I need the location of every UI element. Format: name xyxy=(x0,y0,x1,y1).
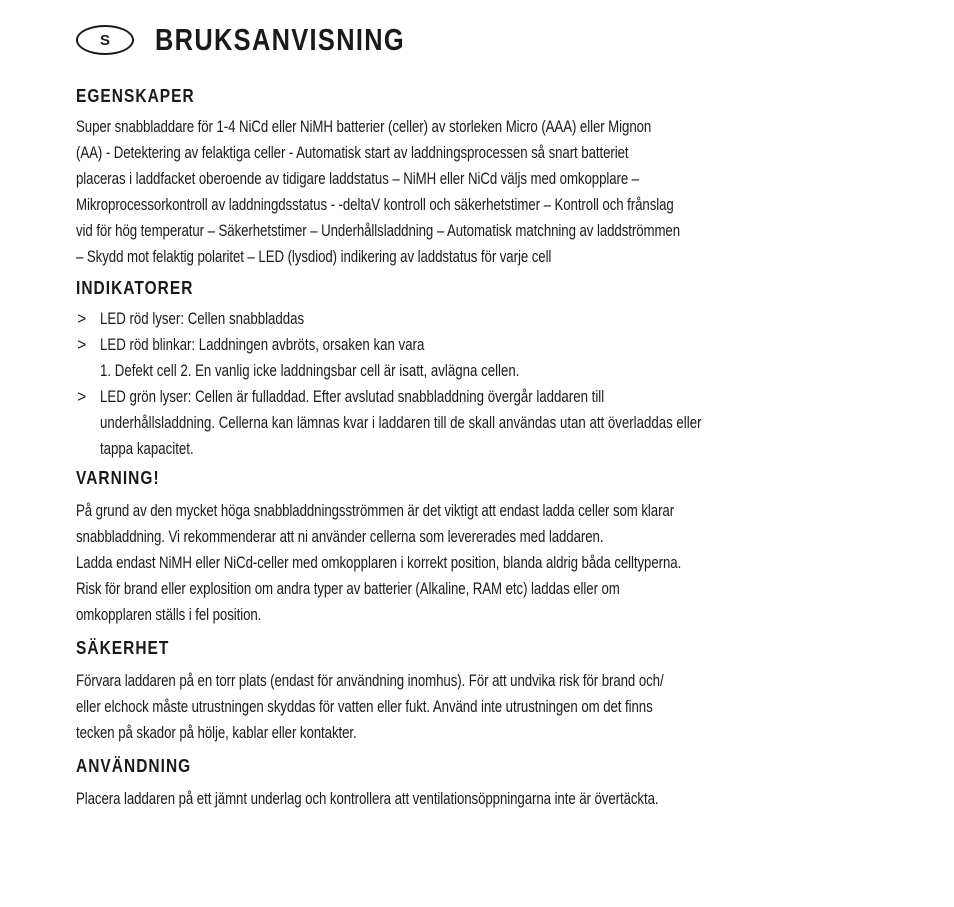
paragraph-egenskaper xyxy=(76,114,883,270)
text-line: LED grön lyser: Cellen är fulladdad. Efter avslutad snabbladdning övergår laddaren till xyxy=(100,387,605,406)
heading-varning: VARNING! xyxy=(76,468,160,488)
text-line: snabbladdning. Vi rekommenderar att ni använder cellerna som levererades med laddaren. xyxy=(76,527,604,546)
language-badge: S xyxy=(76,25,134,55)
paragraph-varning xyxy=(76,498,883,628)
text-line: tappa kapacitet. xyxy=(100,439,194,458)
bullet-marker: > xyxy=(77,309,87,328)
page-title: BRUKSANVISNING xyxy=(155,22,405,57)
heading-indikatorer: INDIKATORER xyxy=(76,278,194,298)
manual-page xyxy=(76,18,886,812)
text-line: eller elchock måste utrustningen skyddas för vatten eller fukt. Använd inte utrustningen om det finns xyxy=(76,697,653,716)
text-line: Ladda endast NiMH eller NiCd-celler med omkopplaren i korrekt position, blanda aldrig båda celltyperna. xyxy=(76,553,682,572)
text-line: 1. Defekt cell 2. En vanlig icke laddningsbar cell är isatt, avlägna cellen. xyxy=(100,361,520,380)
list-item xyxy=(76,306,886,332)
text-line: Placera laddaren på ett jämnt underlag och kontrollera att ventilationsöppningarna inte är övertäckta. xyxy=(76,789,659,808)
bullet-marker: > xyxy=(77,387,87,406)
indicator-list xyxy=(76,306,886,462)
text-line: tecken på skador på hölje, kablar eller kontakter. xyxy=(76,723,357,742)
paragraph-sakerhet xyxy=(76,668,883,746)
text-line: omkopplaren ställs i fel position. xyxy=(76,605,262,624)
text-line: Risk för brand eller explosition om andra typer av batterier (Alkaline, RAM etc) laddas eller om xyxy=(76,579,620,598)
list-item xyxy=(76,384,886,462)
title-row xyxy=(76,18,886,62)
bullet-marker: > xyxy=(77,335,87,354)
list-item-text xyxy=(100,306,713,332)
text-line: vid för hög temperatur – Säkerhetstimer – Underhållsladdning – Automatisk matchning av laddströmmen xyxy=(76,221,681,240)
text-line: Förvara laddaren på en torr plats (endast för användning inomhus). För att undvika risk för brand och/ xyxy=(76,671,664,690)
heading-anvandning: ANVÄNDNING xyxy=(76,756,192,776)
list-item-text xyxy=(100,332,713,384)
list-item-text xyxy=(100,384,713,462)
text-line: placeras i laddfacket oberoende av tidigare laddstatus – NiMH eller NiCd väljs med omkopplare – xyxy=(76,169,640,188)
list-item xyxy=(76,332,886,384)
text-line: På grund av den mycket höga snabbladdningsströmmen är det viktigt att endast ladda celler som klarar xyxy=(76,501,675,520)
text-line: Super snabbladdare för 1-4 NiCd eller NiMH batterier (celler) av storleken Micro (AAA) eller Mignon xyxy=(76,117,652,136)
text-line: – Skydd mot felaktig polaritet – LED (lysdiod) indikering av laddstatus för varje cell xyxy=(76,247,552,266)
text-line: LED röd blinkar: Laddningen avbröts, orsaken kan vara xyxy=(100,335,425,354)
text-line: underhållsladdning. Cellerna kan lämnas kvar i laddaren till de skall användas utan att överladdas eller xyxy=(100,413,702,432)
heading-sakerhet: SÄKERHET xyxy=(76,638,170,658)
text-line: (AA) - Detektering av felaktiga celler - Automatisk start av laddningsprocessen så snart batteriet xyxy=(76,143,629,162)
text-line: LED röd lyser: Cellen snabbladdas xyxy=(100,309,305,328)
heading-egenskaper: EGENSKAPER xyxy=(76,86,195,106)
paragraph-anvandning xyxy=(76,786,883,812)
text-line: Mikroprocessorkontroll av laddningdsstatus - -deltaV kontroll och säkerhetstimer – Kontroll och frånslag xyxy=(76,195,674,214)
